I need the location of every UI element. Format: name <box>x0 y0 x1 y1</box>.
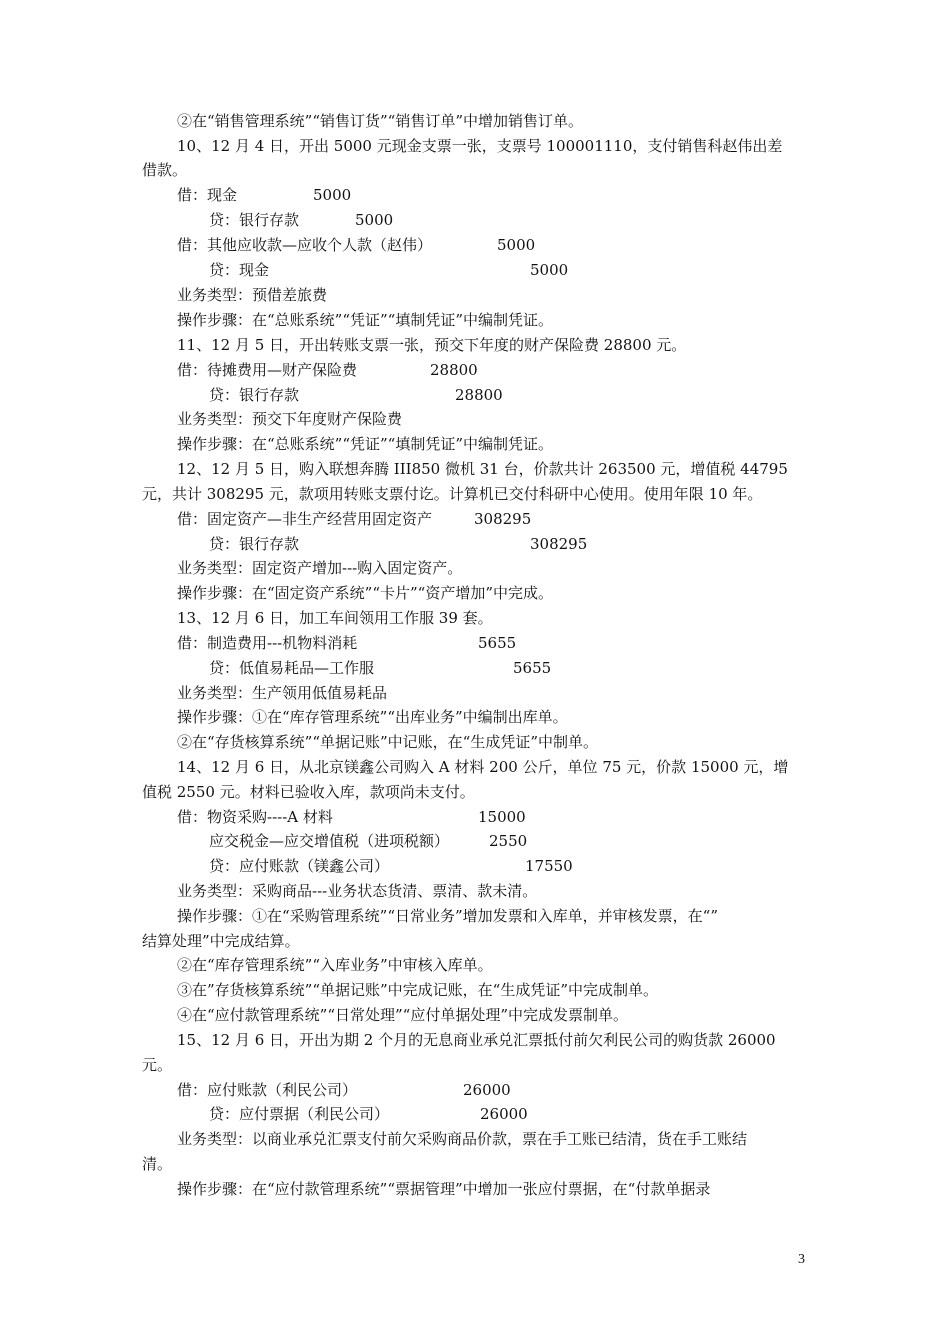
entry-account: 贷：银行存款 <box>209 535 300 553</box>
entry-amount: 26000 <box>463 1081 511 1099</box>
text-line <box>0 1128 950 1150</box>
line-text: 12、12 月 5 日，购入联想奔腾 III850 微机 31 台，价款共计 263500 元，增值税 44795 <box>177 460 788 478</box>
text-line <box>0 433 950 455</box>
line-text: 元，共计 308295 元，款项用转账支票付讫。计算机已交付科研中心使用。使用年限 10 年。 <box>142 485 763 503</box>
text-line <box>0 458 950 480</box>
text-line <box>0 533 950 555</box>
entry-account: 借：物资采购----A 材料 <box>177 808 333 826</box>
text-line <box>0 930 950 952</box>
text-line <box>0 806 950 828</box>
text-line <box>0 1079 950 1101</box>
entry-amount: 28800 <box>455 386 503 404</box>
entry-account: 借：其他应收款—应收个人款（赵伟） <box>177 236 433 254</box>
line-text: 业务类型：生产领用低值易耗品 <box>177 684 388 702</box>
line-text: 元。 <box>142 1056 173 1074</box>
line-text: 操作步骤：在“固定资产系统”“卡片”“资产增加”中完成。 <box>177 584 554 602</box>
text-line <box>0 159 950 181</box>
entry-amount: 5000 <box>530 261 569 279</box>
text-line <box>0 259 950 281</box>
text-line <box>0 657 950 679</box>
text-line <box>0 359 950 381</box>
line-text: 结算处理”中完成结算。 <box>142 932 300 950</box>
text-line <box>0 184 950 206</box>
text-line <box>0 384 950 406</box>
text-line <box>0 607 950 629</box>
line-text: 15、12 月 6 日，开出为期 2 个月的无息商业承兑汇票抵付前欠利民公司的购货款 26000 <box>177 1031 776 1049</box>
line-text: 操作步骤：①在“库存管理系统”“出库业务”中编制出库单。 <box>177 708 568 726</box>
line-text: 操作步骤：在“应付款管理系统”“票据管理”中增加一张应付票据，在“付款单据录 <box>177 1180 711 1198</box>
text-line <box>0 781 950 803</box>
text-line <box>0 135 950 157</box>
text-line <box>0 905 950 927</box>
entry-account: 贷：银行存款 <box>209 386 300 404</box>
text-line <box>0 582 950 604</box>
entry-amount: 5655 <box>513 659 552 677</box>
entry-account: 借：现金 <box>177 186 238 204</box>
line-text: 操作步骤：在“总账系统”“凭证”“填制凭证”中编制凭证。 <box>177 311 554 329</box>
line-text: ③在”存货核算系统”“单据记账”中完成记账，在“生成凭证”中完成制单。 <box>177 981 659 999</box>
entry-account: 贷：应付票据（利民公司） <box>209 1105 390 1123</box>
text-line <box>0 855 950 877</box>
line-text: ②在“库存管理系统”“入库业务”中审核入库单。 <box>177 956 493 974</box>
entry-account: 应交税金—应交增值税（进项税额） <box>209 832 450 850</box>
text-line <box>0 682 950 704</box>
text-line <box>0 309 950 331</box>
text-line <box>0 954 950 976</box>
entry-amount: 28800 <box>430 361 478 379</box>
line-text: 业务类型：以商业承兑汇票支付前欠采购商品价款，票在手工账已结清，货在手工账结 <box>177 1130 748 1148</box>
text-line <box>0 880 950 902</box>
text-line <box>0 1054 950 1076</box>
entry-account: 贷：应付账款（镁鑫公司） <box>209 857 390 875</box>
text-line <box>0 756 950 778</box>
text-line <box>0 1178 950 1200</box>
text-line <box>0 1004 950 1026</box>
line-text: 业务类型：固定资产增加---购入固定资产。 <box>177 559 463 577</box>
entry-amount: 5000 <box>355 211 394 229</box>
text-line <box>0 110 950 132</box>
text-line <box>0 508 950 530</box>
text-line <box>0 557 950 579</box>
text-line <box>0 234 950 256</box>
entry-account: 贷：银行存款 <box>209 211 300 229</box>
line-text: ④在“应付款管理系统”“日常处理”“应付单据处理”中完成发票制单。 <box>177 1006 629 1024</box>
text-line <box>0 209 950 231</box>
text-line <box>0 1153 950 1175</box>
line-text: ②在“存货核算系统”“单据记账”中记账，在“生成凭证”中制单。 <box>177 733 599 751</box>
line-text: 10、12 月 4 日，开出 5000 元现金支票一张，支票号 100001110，支付销售科赵伟出差 <box>177 137 783 155</box>
line-text: 业务类型：采购商品---业务状态货清、票清、款未清。 <box>177 882 538 900</box>
line-text: 11、12 月 5 日，开出转账支票一张，预交下年度的财产保险费 28800 元。 <box>177 336 687 354</box>
entry-account: 借：制造费用---机物料消耗 <box>177 634 358 652</box>
line-text: 值税 2550 元。材料已验收入库，款项尚未支付。 <box>142 783 475 801</box>
entry-amount: 15000 <box>478 808 526 826</box>
line-text: 14、12 月 6 日，从北京镁鑫公司购入 A 材料 200 公斤，单位 75 元，价款 15000 元，增 <box>177 758 789 776</box>
line-text: 业务类型：预交下年度财产保险费 <box>177 410 403 428</box>
text-line <box>0 284 950 306</box>
text-line <box>0 979 950 1001</box>
entry-account: 借：待摊费用—财产保险费 <box>177 361 358 379</box>
entry-amount: 17550 <box>525 857 573 875</box>
text-line <box>0 408 950 430</box>
entry-account: 贷：现金 <box>209 261 270 279</box>
page-number: 3 <box>798 1252 805 1267</box>
text-line <box>0 706 950 728</box>
text-line <box>0 483 950 505</box>
entry-amount: 26000 <box>480 1105 528 1123</box>
entry-account: 借：固定资产—非生产经营用固定资产 <box>177 510 433 528</box>
entry-account: 借：应付账款（利民公司） <box>177 1081 358 1099</box>
text-line <box>0 334 950 356</box>
line-text: 操作步骤：①在“采购管理系统”“日常业务”增加发票和入库单，并审核发票，在“” <box>177 907 719 925</box>
text-line <box>0 830 950 852</box>
entry-amount: 5000 <box>313 186 352 204</box>
entry-amount: 2550 <box>489 832 528 850</box>
line-text: ②在“销售管理系统”“销售订货”“销售订单”中增加销售订单。 <box>177 112 584 130</box>
text-line <box>0 632 950 654</box>
line-text: 清。 <box>142 1155 173 1173</box>
entry-account: 贷：低值易耗品—工作服 <box>209 659 375 677</box>
entry-amount: 5655 <box>478 634 517 652</box>
line-text: 13、12 月 6 日，加工车间领用工作服 39 套。 <box>177 609 493 627</box>
text-line <box>0 1029 950 1051</box>
text-line <box>0 1103 950 1125</box>
text-line <box>0 731 950 753</box>
line-text: 操作步骤：在“总账系统”“凭证”“填制凭证”中编制凭证。 <box>177 435 554 453</box>
line-text: 业务类型：预借差旅费 <box>177 286 328 304</box>
entry-amount: 308295 <box>474 510 532 528</box>
line-text: 借款。 <box>142 161 188 179</box>
entry-amount: 5000 <box>497 236 536 254</box>
entry-amount: 308295 <box>530 535 588 553</box>
